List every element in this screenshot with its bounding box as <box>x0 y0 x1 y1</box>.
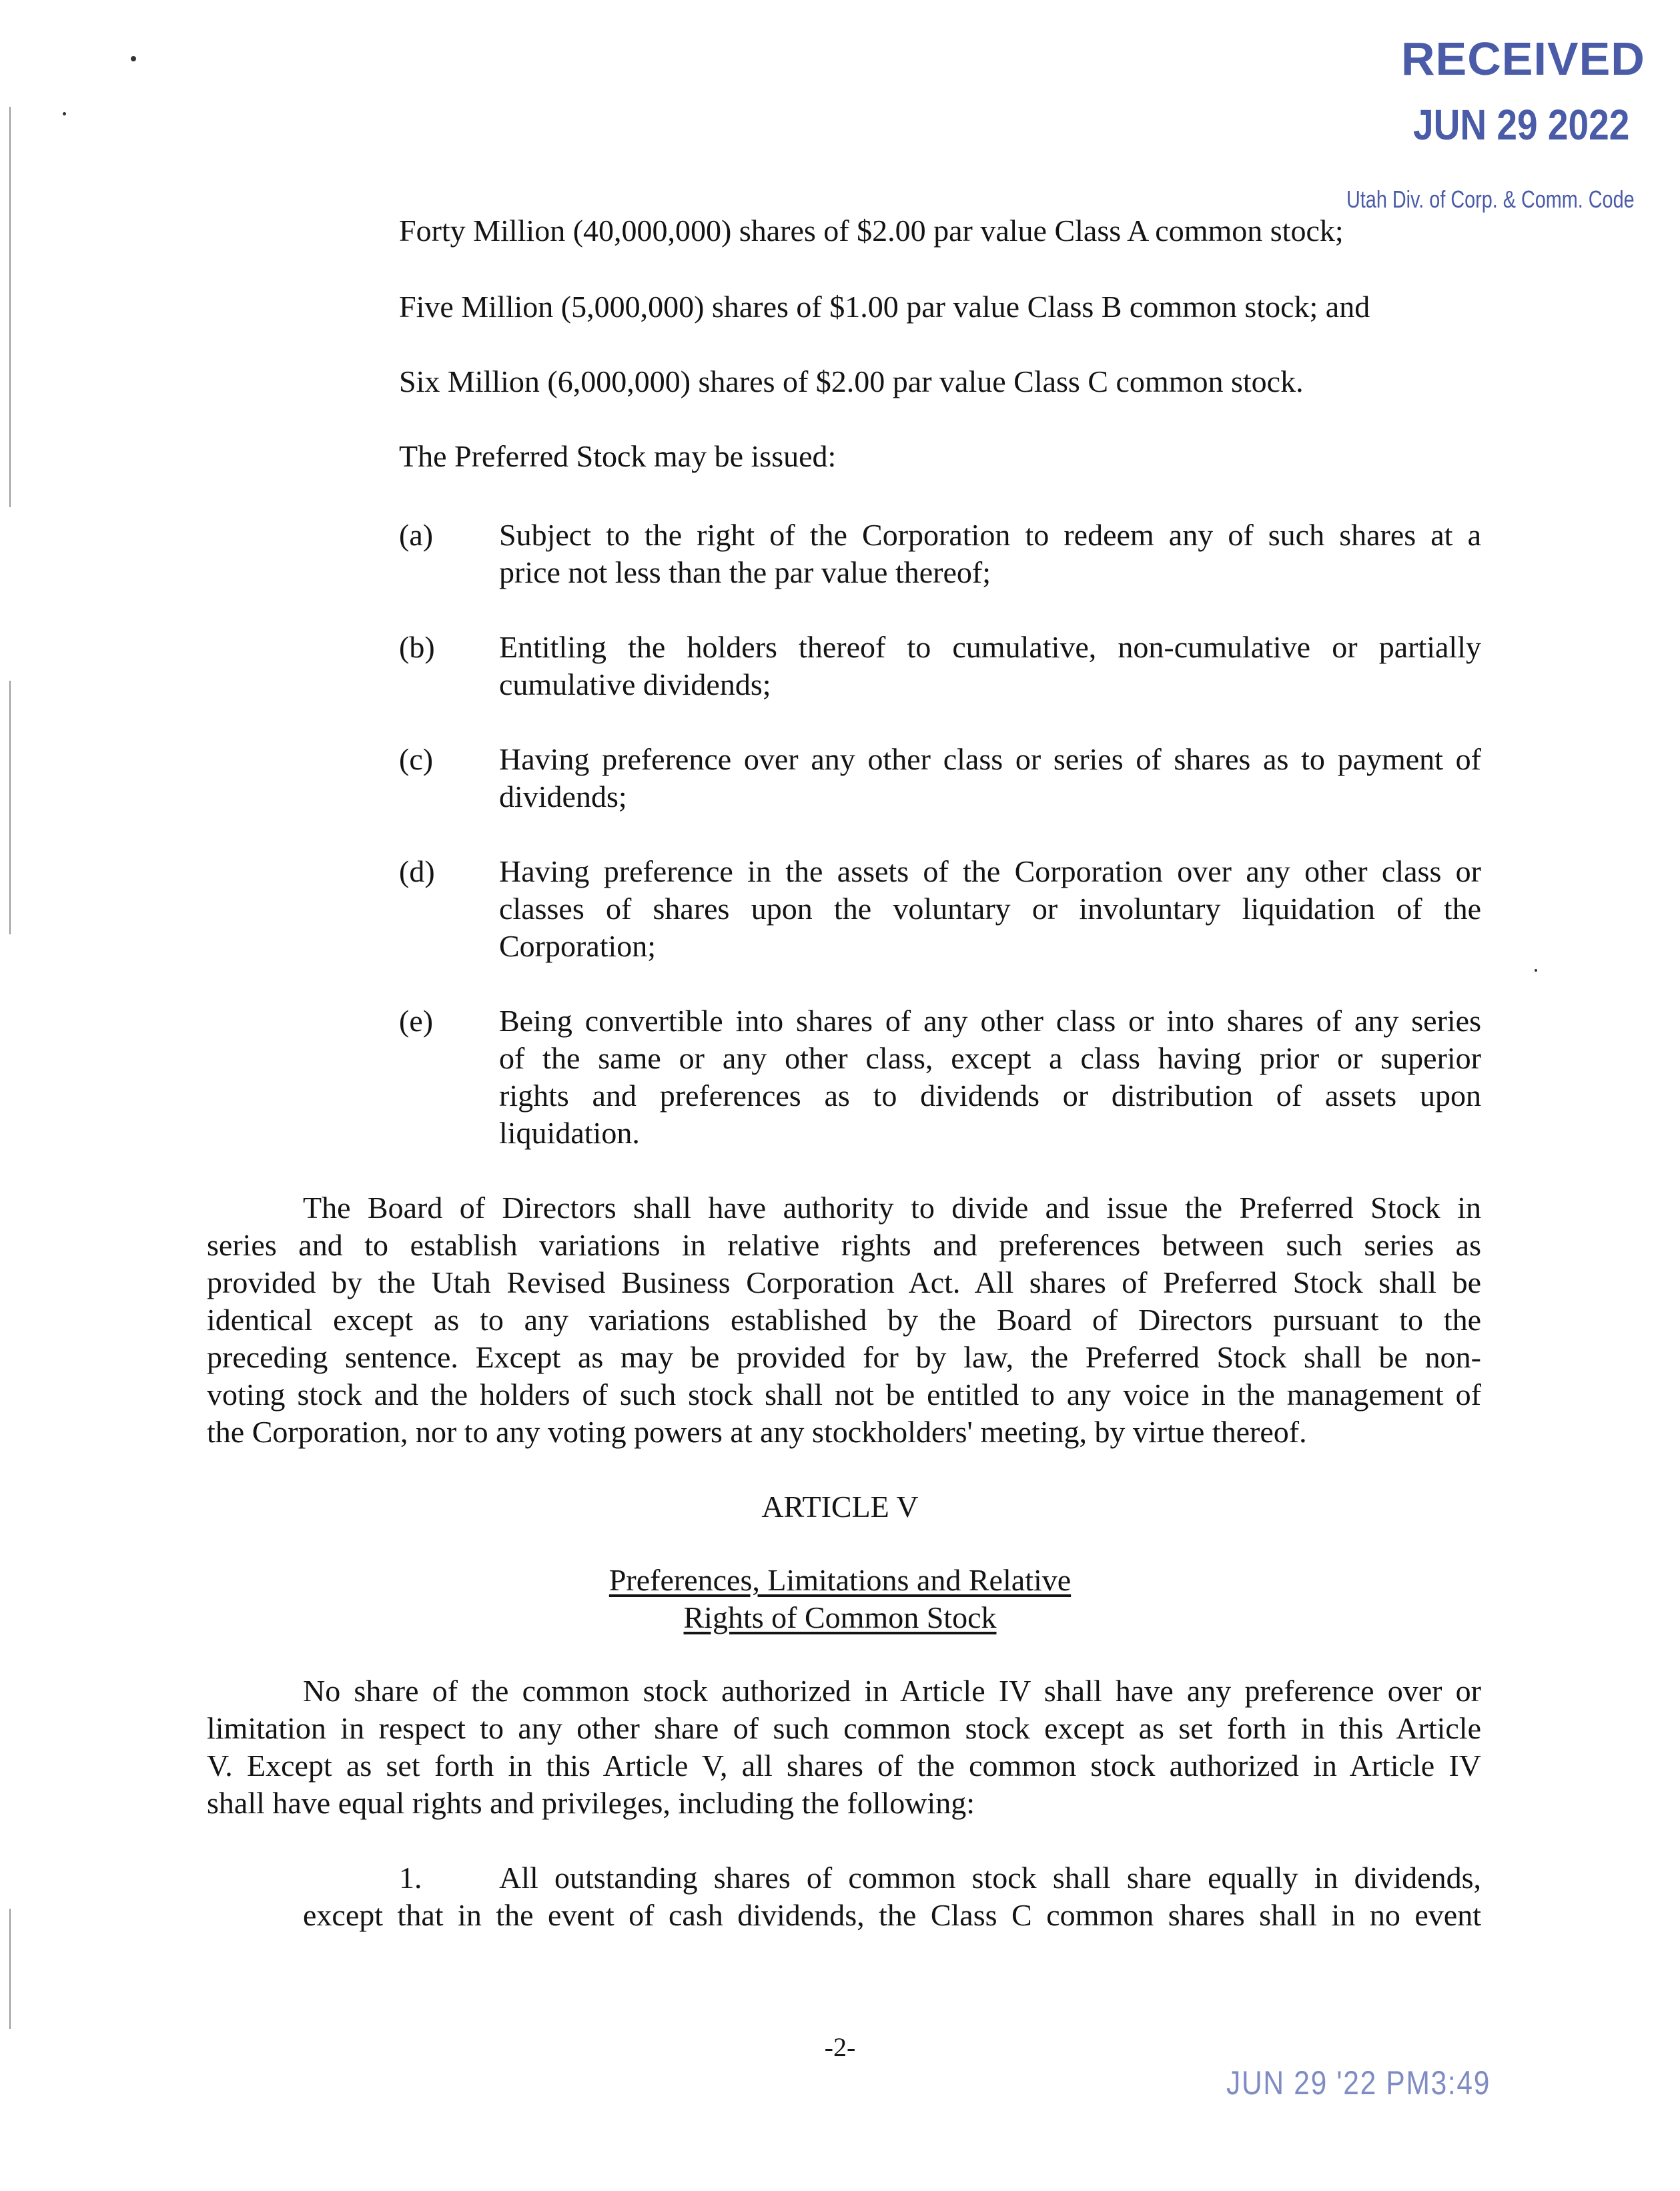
scan-speck <box>131 56 136 61</box>
share-class-a: Forty Million (40,000,000) shares of $2.00 par value Class A common stock; <box>399 214 1344 248</box>
item-line: Subject to the right of the Corporation to redeem any of such shares at a <box>499 518 1481 552</box>
board-paragraph-line: series and to establish variations in relative rights and preferences between such series as <box>207 1228 1481 1262</box>
item-line: of the same or any other class, except a class having prior or superior <box>499 1041 1481 1075</box>
article-heading: ARTICLE V <box>761 1490 919 1524</box>
item-label-b: (b) <box>399 630 435 664</box>
article-subheading-line-1: Preferences, Limitations and Relative <box>608 1563 1072 1597</box>
item-line: price not less than the par value thereof; <box>499 555 991 589</box>
preferred-intro: The Preferred Stock may be issued: <box>399 439 837 473</box>
item-label-e: (e) <box>399 1004 434 1038</box>
item-line: rights and preferences as to dividends or distribution of assets upon <box>499 1078 1481 1113</box>
page-number: -2- <box>824 2032 856 2062</box>
scan-speck <box>63 112 66 115</box>
item-body-b <box>499 629 1481 703</box>
common-paragraph-line: V. Except as set forth in this Article V, all shares of the common stock authorized in Article IV <box>207 1749 1481 1783</box>
article-subheading <box>0 1562 1680 1599</box>
item-label-d: (d) <box>399 854 435 888</box>
share-class-c: Six Million (6,000,000) shares of $2.00 par value Class C common stock. <box>399 364 1304 398</box>
scan-edge-line <box>9 1909 11 2029</box>
board-paragraph-line: provided by the Utah Revised Business Corporation Act. All shares of Preferred Stock shall be <box>207 1265 1481 1299</box>
share-class-b: Five Million (5,000,000) shares of $1.00 par value Class B common stock; and <box>399 290 1370 324</box>
item-label-a: (a) <box>399 518 434 552</box>
common-paragraph-line: No share of the common stock authorized in Article IV shall have any preference over or <box>303 1674 1481 1708</box>
received-stamp-date: JUN 29 2022 <box>1413 101 1630 149</box>
item-line: Having preference in the assets of the Corporation over any other class or <box>499 854 1481 888</box>
article-subheading-line-2: Rights of Common Stock <box>683 1600 997 1634</box>
item-body-d <box>499 853 1481 965</box>
board-paragraph-line: the Corporation, nor to any voting powers at any stockholders' meeting, by virtue thereof. <box>207 1415 1307 1449</box>
numbered-item-line-1: All outstanding shares of common stock shall share equally in dividends, <box>499 1861 1481 1895</box>
article-subheading <box>0 1599 1680 1636</box>
item-body-c <box>499 741 1481 816</box>
received-stamp: RECEIVED <box>1401 33 1645 85</box>
numbered-item-label: 1. <box>399 1861 422 1895</box>
common-paragraph-line: shall have equal rights and privileges, including the following: <box>207 1786 975 1820</box>
common-paragraph-line: limitation in respect to any other share of such common stock except as set forth in this Article <box>207 1711 1481 1745</box>
board-paragraph-line: voting stock and the holders of such stock shall not be entitled to any voice in the management of <box>207 1377 1481 1412</box>
item-line: Having preference over any other class or series of shares as to payment of <box>499 742 1481 776</box>
item-body-a <box>499 517 1481 591</box>
board-paragraph-line: The Board of Directors shall have authority to divide and issue the Preferred Stock in <box>303 1191 1481 1225</box>
board-paragraph-line: preceding sentence. Except as may be provided for by law, the Preferred Stock shall be non- <box>207 1340 1481 1374</box>
received-stamp-office: Utah Div. of Corp. & Comm. Code <box>1346 186 1635 213</box>
item-line: Being convertible into shares of any other class or into shares of any series <box>499 1004 1481 1038</box>
item-label-c: (c) <box>399 742 434 776</box>
item-line: liquidation. <box>499 1116 640 1150</box>
item-line: Corporation; <box>499 929 657 963</box>
item-body-e <box>499 1002 1481 1152</box>
board-paragraph-line: identical except as to any variations established by the Board of Directors pursuant to the <box>207 1303 1481 1337</box>
item-line: Entitling the holders thereof to cumulative, non-cumulative or partially <box>499 630 1481 664</box>
filing-timestamp: JUN 29 '22 PM3:49 <box>1226 2064 1491 2102</box>
numbered-item-line-2: except that in the event of cash dividends, the Class C common shares shall in no event <box>303 1898 1481 1932</box>
scan-edge-line <box>9 681 11 934</box>
item-line: classes of shares upon the voluntary or involuntary liquidation of the <box>499 892 1481 926</box>
item-line: dividends; <box>499 779 627 814</box>
scan-speck <box>1535 969 1537 972</box>
scan-edge-line <box>9 107 11 507</box>
item-line: cumulative dividends; <box>499 667 771 701</box>
